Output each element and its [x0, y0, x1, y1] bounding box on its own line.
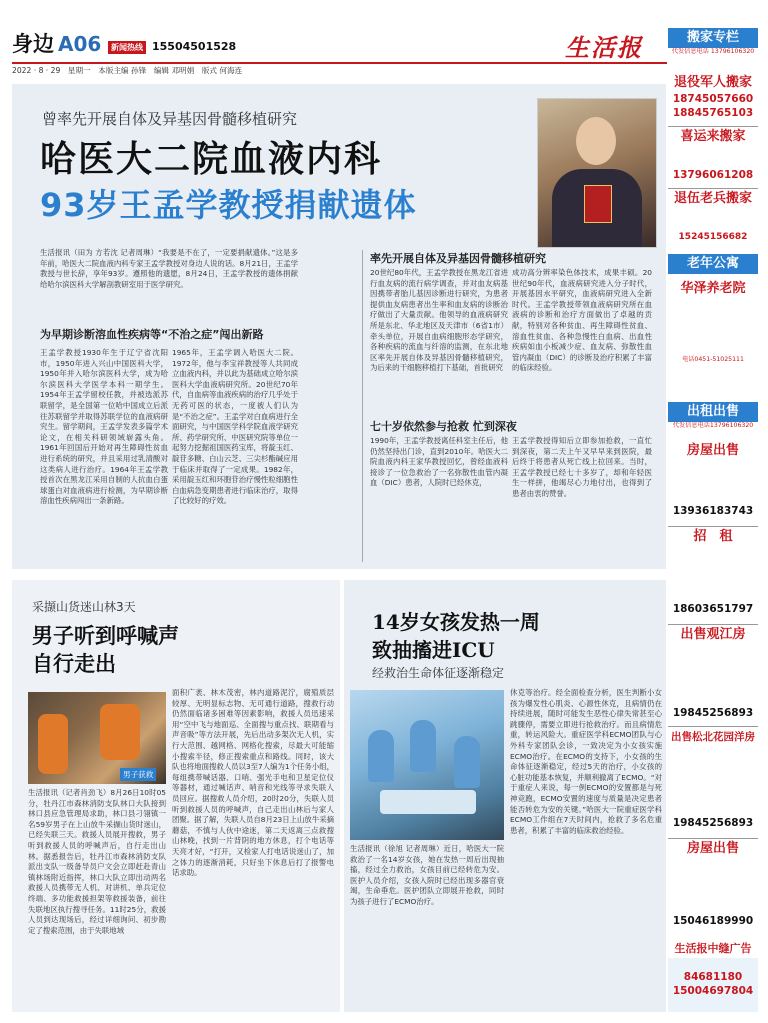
- ad-separator: [668, 624, 758, 625]
- section-name: 身边: [12, 31, 54, 56]
- top-story-column-1: 王孟学教授1930年生于辽宁省沈阳市，1950年进入兴山中国医科大学，1950年并入哈尔滨医科大学，成为哈尔滨医科大学医学本科一期学生。1954年王孟学留校任教，并被选派苏联留学，是全国第一位哈中国成立后派往苏联留学并取得苏联学位的血液病研究生。留学期间，王孟学发表多篇学术论文，在相关科研领域崭露头角。1961年回国后开始对再生障碍性贫血进行系统的研究，并且采用过乳清酸对这类病人进行治疗。1964年王孟学教授首次在黑龙江采用自制的人抗血白蛋球蛋白对血液病进行检测，为早期诊断溶血性疾病闯出一条新路。: [40, 348, 168, 506]
- top-story-column-5: 1990年，王孟学教授离任科室主任后，他仍然坚持出门诊，直到2010年。哈医大二院血液内科王家华教授回忆，曾经血液科接诊了一位急救治了一名弥散性血管内凝血（DIC）患者，人院时已经休克，: [370, 436, 508, 488]
- top-story-subhead-1: 为早期诊断溶血性疾病等“不治之症”闯出新路: [40, 328, 264, 341]
- ad-moving-header: 搬家专栏 代发信息电话 13796106320: [668, 28, 758, 74]
- rescue-story-column-1: 生活报讯（记者肖劲飞）8月26日10时05分，牡丹江市森林消防支队林口大队接到林口县应急管理局求助，林口县刁翎镇一名59岁男子在上山放牛采撷山货时迷山，已经失联三天。救援人员展开搜救，男子听到救援人员的呼喊声后，自行走出山林。据悉报告后，牡丹江市森林消防支队派出支队一级备导员户文会立即赶赴青山镇林场附近指挥，林口大队立即出动两名救援人员携带无人机、对讲机、单兵定位终端、多功能救援担架等救援装备，前往失联地区执行搜寻任务。11时25分，救援人员到达现场后，经过详细询问、初步勘定了搜索范围，由于失联地域: [28, 788, 166, 935]
- ad-old-soldier-moving: 退伍老兵搬家 15245156682: [668, 190, 758, 250]
- classified-ads-column: [668, 28, 758, 1012]
- ad-separator: [668, 838, 758, 839]
- top-story-column-3: 20世纪80年代，王孟学教授在黑龙江省进行血友病的流行病学调查，并对血友病基因携带者胎儿基因诊断进行研究，为患者提供血友病患者出生率和血友病的诊断治疗做出了大量贡献。他领导的血液病研究所是东北、华北地区及天津市（6省1市）牵头单位，开展自血病细胞形态学研究，各种疾病的流血与纤溶的监测，在东北地区率先开展自体及异基因骨髓移植研究，为后来的干细胞移植打下基础，首批研究: [370, 268, 508, 373]
- icu-photo: [350, 690, 504, 840]
- doctor-figure: [454, 736, 480, 788]
- professor-photo: [537, 98, 657, 248]
- ad-huaze-nursing: 华泽养老院 电话0451-51025111: [668, 280, 758, 400]
- ad-separator: [668, 726, 758, 727]
- ad-rental-header: 出租出售 代发信息电话13796106320: [668, 402, 758, 438]
- doctor-figure: [368, 730, 394, 782]
- rescuer-figure: [38, 714, 68, 774]
- newspaper-logo: 生活报: [565, 33, 643, 62]
- ad-senior-apartment-header: 老年公寓: [668, 254, 758, 276]
- doctor-figure: [410, 720, 436, 772]
- rescue-story-column-2: 面积广袤、林木茂密，林内道路泥泞，腐殖质层较厚、无明显标志物、无可通行道路，搜救行动仍然面临诸多困难等因素影响，救援人员迅速采用“空中飞与地面巡、全面搜与重点找、联期看与声音吸”等方法开展，先后出动多架次无人机，实行大范围、越网格、网格化搜索，尽最大可能缩小搜索半径，修正搜索重点和路线。同时，该大队也将地面搜救人员以3至7人编为1个任务小组，每组携带喊话器、口哨、强光手电和卫星定位仪等器材，通过喊话声、哨音和光线等寻求失联人员回应。据搜救人员介绍，20时20分，失联人员听到救援人员的呼喊声，自己走出山林后与家人团聚。据了解，失联人员自8月23日上山放牛采摘蘑菇，不慎与人伙中途迷，第二天返离三点救搜山林晚，找到一片背阴的地方休息，打个电话等天亮才好，“打开，又检家人打电话说迷山了，加之体力的逐渐消耗，只好坐下休息后打了报警电话求助。: [172, 688, 334, 878]
- rescuer-figure: [100, 704, 140, 760]
- top-story-subhead-2: 率先开展自体及异基因骨髓移植研究: [370, 252, 546, 265]
- hotline-label: 新闻热线: [108, 41, 146, 54]
- photo-certificate: [584, 185, 612, 223]
- icu-story-headline-2: 致抽搐进ICU: [372, 638, 495, 662]
- ad-songbei-house: 出售松北花园洋房 19845256893: [668, 728, 758, 838]
- column-divider: [362, 250, 363, 562]
- ad-separator: [668, 126, 758, 127]
- icu-story-headline-1: 14岁女孩发热一周: [372, 610, 540, 634]
- rescue-photo-caption: 男子获救: [120, 768, 156, 781]
- section-header: [12, 28, 101, 58]
- top-story-lead: 生活报讯（田为 方若沈 记者周琳）“我要是不在了，一定要捐献遗体。”这是多年前，哈医大二院血液内科专家王孟学教授对身边人说的话。8月21日，王孟学教授与世长辞，享年93岁。遵照他的遗愿，8月24日，王孟学教授的遗体捐献给哈尔滨医科大学解剖教研室用于医学研究。: [40, 248, 298, 289]
- ad-separator: [668, 526, 758, 527]
- top-story-column-2: 1965年，王孟学调入哈医大二院。1972年，他与李宝祥教授等人共同成立血液内科，并以此为基础成立哈尔滨医科大学血液病研究所。20世纪70年代，自血病等血液疾病的治疗几乎处于无药可医的状态，一度被人们认为是“不治之症”。王孟学对白血病进行全面研究，与中国医学科学院血液学研究所、药学研究所、中医研究院等单位一起努力挖掘祖国医药宝库，将靛玉红、靛苷多糖、白山云芝、三尖杉酯碱应用于临床并取得了一定成果。1982年，采用靛玉红和环胞苷治疗慢性粒细胞性白血病急变期患者进行临床治疗，取得了比较好的疗效。: [172, 348, 298, 506]
- ad-river-view-house: 出售观江房 19845256893: [668, 626, 758, 726]
- top-story-subhead-3: 七十岁依然参与抢救 忙到深夜: [370, 420, 517, 433]
- top-story-kicker: 曾率先开展自体及异基因骨髓移植研究: [42, 110, 298, 128]
- page-number: A06: [58, 32, 102, 56]
- icu-story-kicker: 经救治生命体征逐渐稳定: [372, 666, 505, 680]
- hotline-number: 15504501528: [152, 40, 237, 53]
- ad-house-sale-1: 房屋出售 13936183743: [668, 442, 758, 526]
- patient-bed: [380, 790, 476, 814]
- rescue-story-kicker: 采撷山货迷山林3天: [32, 600, 136, 614]
- top-story-column-4: 成功高分辨率染色体技术，成果丰硕。20世纪90年代，血液病研究进入分子时代，开展基因水平研究，血液病研究进入全新时代。王孟学教授带领血液病研究所在血液病的诊断和治疗方面做出了卓越的贡献，特别对各种贫血、再生障碍性贫血、溶血性贫血、各种急慢性白血病、出血性疾病如血小板减少症、血友病、弥散性血管内凝血（DIC）的诊断及治疗积累了丰富的临床经验。: [512, 268, 652, 373]
- top-story-headline-2: 93岁王孟学教授捐献遗体: [40, 186, 417, 224]
- header-meta: 2022 · 8 · 29 星期一 本版主编 孙锋 编辑 邓明娟 版式 何海连: [12, 66, 243, 75]
- ad-for-rent: 招 租 18603651797: [668, 528, 758, 624]
- header-rule: [12, 62, 667, 64]
- top-story-column-6: 王孟学教授得知后立即参加抢救，一直忙到深夜，第二天上午又早早来到医院，最后终于将患者从死亡线上拉回来。当时，王孟学教授已经七十多岁了，却和年轻医生一样拼，他竭尽心力地付出，也得到了患者由衷的赞誉。: [512, 436, 652, 498]
- rescue-story-headline-1: 男子听到呼喊声: [32, 623, 179, 648]
- rescue-story-headline-2: 自行走出: [32, 651, 116, 676]
- top-story-headline-1: 哈医大二院血液内科: [40, 139, 383, 180]
- ad-veteran-moving: 退役军人搬家 18745057660 18845765103: [668, 74, 758, 126]
- icu-story-column-1: 生活报讯（徐旭 记者周琳）近日，哈医大一院救治了一名14岁女孩，她在发热一周后出现抽搐，经过全力救治，女孩目前已经转危为安。医护人员介绍，女孩入院时已经出现多器官衰竭，生命垂危。医护团队立即展开抢救，同时为孩子进行了ECMO治疗。: [350, 844, 504, 906]
- ad-house-sale-2: 房屋出售 15046189990: [668, 840, 758, 936]
- ad-xiyunlai-moving: 喜运来搬家 13796061208: [668, 128, 758, 188]
- photo-figure-face: [576, 117, 616, 165]
- ad-shenghuobao-margin: 生活报中缝广告 84681180 15004697804: [668, 940, 758, 1012]
- ad-separator: [668, 188, 758, 189]
- icu-story-column-2: 休克等治疗。经全面检查分析，医生判断小女孩为爆发性心肌炎、心源性休克，且病情仍在持续进展，随时可能发生恶性心律失常甚至心跳骤停，需要立即进行抢救治疗。而且病情危重，转运风险大。重症医学科ECMO团队与心外科专家团队会诊，一致决定为小女孩实施ECMO治疗。在ECMO的支持下，小女孩的生命体征逐渐稳定，经过5天的治疗，小女孩的心脏功能基本恢复，并顺利撤离了ECMO。“对于重症人来说，每一例ECMO的安置都是与死神竞跑，ECMO安置的速度与质量是决定患者能否转危为安的关键。”哈医大一院重症医学科ECMO工作组在7天时间内，抢救了多名危重患者，积累了丰富的临床救治经验。: [510, 688, 662, 835]
